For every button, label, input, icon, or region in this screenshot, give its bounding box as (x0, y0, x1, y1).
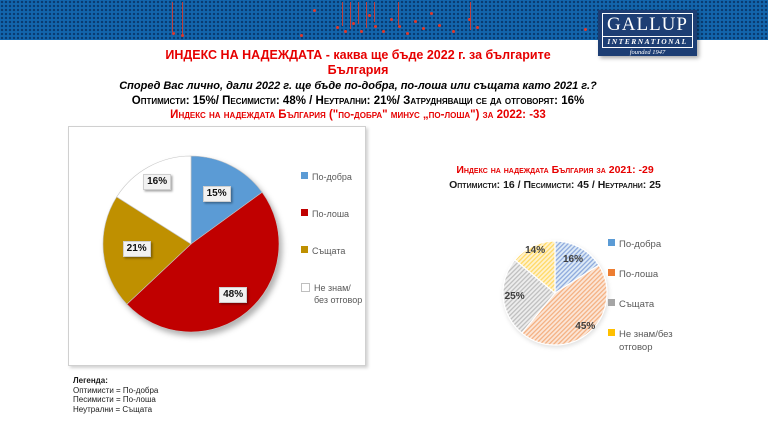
legend-item (301, 208, 364, 220)
pie-chart-2021 (498, 236, 612, 350)
legend-item (608, 238, 697, 251)
pie-value-label: 15% (203, 186, 231, 202)
legend-label: Не знам/без отговор (314, 283, 363, 305)
logo-gallup-text: GALLUP (603, 14, 692, 37)
results-2022-line: Оптимисти: 15%/ Песимисти: 48% / Неутрални: 21%/ Затрудняващи се да отговорят: 16% (131, 95, 585, 107)
footer-legend-title: Легенда: (73, 376, 108, 385)
footer-legend-line: Неутрални = Същата (73, 404, 153, 414)
hope-index-2021-line: Индекс на надеждата България за 2021: -29 (456, 164, 654, 176)
right-titles (400, 163, 710, 193)
legend-2021 (608, 238, 697, 354)
pie-value-label: 16% (143, 174, 171, 190)
legend-swatch (301, 209, 308, 216)
legend-label: По-добра (619, 239, 662, 250)
map-marker-line (350, 2, 351, 29)
legend-label: Не знам/без отговор (619, 329, 673, 353)
legend-item (608, 268, 697, 281)
logo-founded-text: founded 1947 (629, 49, 666, 56)
legend-label: По-лоша (619, 269, 659, 280)
legend-item (301, 171, 364, 183)
legend-swatch (301, 283, 310, 292)
map-marker-line (358, 2, 359, 24)
legend-swatch (301, 246, 308, 253)
legend-swatch (608, 269, 615, 276)
chart-panel-2022 (68, 126, 366, 366)
footer-legend-line: Оптимисти = По-добра (73, 385, 159, 395)
map-marker-line (374, 2, 375, 22)
map-marker-dots (0, 0, 3, 3)
pie-value-label: 48% (219, 287, 247, 303)
map-marker-line (366, 2, 367, 28)
legend-item (608, 328, 697, 354)
map-marker-line (172, 2, 173, 32)
logo-international-text: INTERNATIONAL (607, 37, 688, 46)
legend-swatch (608, 329, 615, 336)
map-marker-line (342, 2, 343, 26)
header-block (0, 47, 716, 122)
results-2021-line: Оптимисти: 16 / Песимисти: 45 / Неутрални: 25 (449, 179, 661, 191)
legend-label: По-лоша (312, 209, 350, 219)
footer-legend (73, 376, 158, 414)
legend-2022 (301, 171, 364, 306)
legend-item (301, 282, 364, 306)
legend-swatch (301, 172, 308, 179)
pie-value-label: 25% (504, 290, 525, 302)
legend-label: Същата (312, 246, 346, 256)
pie-value-label: 14% (525, 244, 546, 256)
legend-label: По-добра (312, 172, 352, 182)
map-marker-line (470, 2, 471, 30)
page-subtitle-country: България (327, 63, 389, 77)
pie-value-label: 16% (562, 254, 584, 266)
survey-question: Според Вас лично, дали 2022 г. ще бъде по-добра, по-лоша или същата като 2021 г.? (119, 80, 597, 92)
map-marker-line (398, 2, 399, 25)
legend-item (301, 245, 364, 257)
footer-legend-line: Песимисти = По-лоша (73, 395, 156, 404)
logo-frame (602, 13, 693, 48)
pie-value-label: 21% (123, 241, 151, 257)
legend-swatch (608, 239, 615, 246)
legend-item (608, 298, 697, 311)
hope-index-2022-line: Индекс на надеждата България ("по-добра" минус „по-лоша") за 2022: -33 (170, 109, 546, 121)
pie-value-label: 45% (575, 321, 596, 333)
map-marker-line (182, 2, 183, 34)
page-title: ИНДЕКС НА НАДЕЖДАТА - каква ще бъде 2022 г. за българите (165, 48, 551, 62)
legend-label: Същата (619, 299, 655, 310)
legend-swatch (608, 299, 615, 306)
